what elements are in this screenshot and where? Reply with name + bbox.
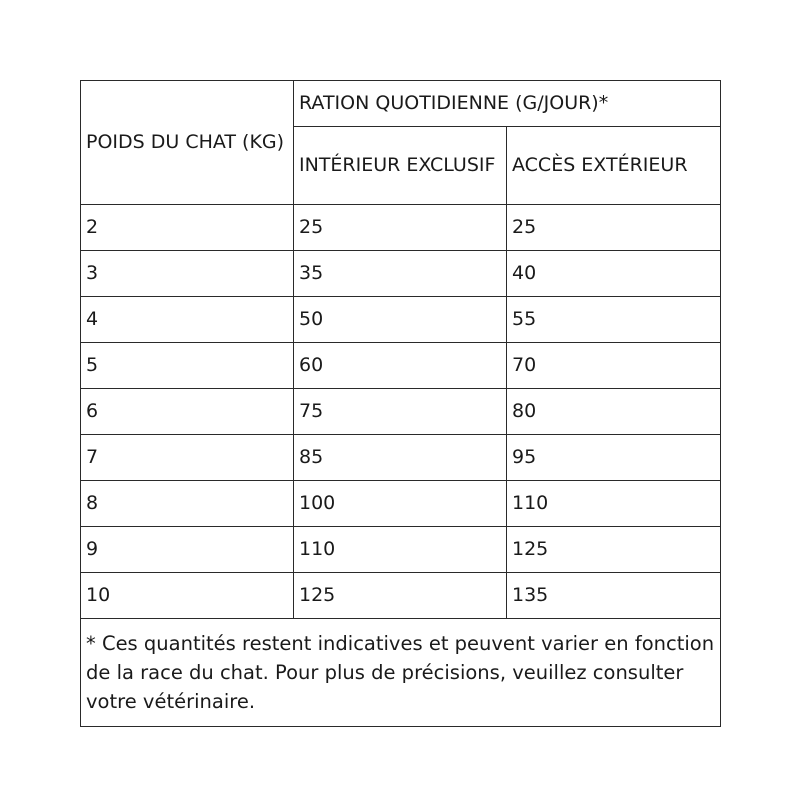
weight-cell: 8 bbox=[81, 481, 294, 527]
footnote-text: * Ces quantités restent indicatives et peuvent varier en fonction de la race du chat. Pour plus de précisions, veuillez consulter votre vétérinaire. bbox=[81, 619, 721, 727]
table-row bbox=[81, 435, 721, 481]
outdoor-ration-cell: 80 bbox=[507, 389, 721, 435]
outdoor-ration-cell: 55 bbox=[507, 297, 721, 343]
weight-cell: 9 bbox=[81, 527, 294, 573]
indoor-ration-cell: 50 bbox=[294, 297, 507, 343]
table-row bbox=[81, 251, 721, 297]
indoor-ration-cell: 35 bbox=[294, 251, 507, 297]
outdoor-column-header: ACCÈS EXTÉRIEUR bbox=[507, 127, 721, 205]
table-row bbox=[81, 297, 721, 343]
table-row bbox=[81, 389, 721, 435]
weight-cell: 4 bbox=[81, 297, 294, 343]
indoor-ration-cell: 85 bbox=[294, 435, 507, 481]
outdoor-ration-cell: 70 bbox=[507, 343, 721, 389]
indoor-ration-cell: 110 bbox=[294, 527, 507, 573]
indoor-ration-cell: 60 bbox=[294, 343, 507, 389]
outdoor-ration-cell: 40 bbox=[507, 251, 721, 297]
weight-cell: 7 bbox=[81, 435, 294, 481]
outdoor-ration-cell: 135 bbox=[507, 573, 721, 619]
table-row bbox=[81, 573, 721, 619]
weight-cell: 2 bbox=[81, 205, 294, 251]
weight-cell: 3 bbox=[81, 251, 294, 297]
indoor-ration-cell: 100 bbox=[294, 481, 507, 527]
weight-cell: 5 bbox=[81, 343, 294, 389]
header-row-top bbox=[81, 81, 721, 127]
outdoor-ration-cell: 25 bbox=[507, 205, 721, 251]
weight-cell: 6 bbox=[81, 389, 294, 435]
weight-column-header: POIDS DU CHAT (KG) bbox=[81, 81, 294, 205]
indoor-ration-cell: 25 bbox=[294, 205, 507, 251]
outdoor-ration-cell: 125 bbox=[507, 527, 721, 573]
indoor-ration-cell: 125 bbox=[294, 573, 507, 619]
table-row bbox=[81, 481, 721, 527]
ration-group-header: RATION QUOTIDIENNE (G/JOUR)* bbox=[294, 81, 721, 127]
table-row bbox=[81, 205, 721, 251]
table-body bbox=[81, 81, 721, 727]
table-row bbox=[81, 343, 721, 389]
footnote-row bbox=[81, 619, 721, 727]
weight-cell: 10 bbox=[81, 573, 294, 619]
cat-feeding-table bbox=[80, 80, 721, 727]
table-row bbox=[81, 527, 721, 573]
outdoor-ration-cell: 95 bbox=[507, 435, 721, 481]
outdoor-ration-cell: 110 bbox=[507, 481, 721, 527]
indoor-column-header: INTÉRIEUR EXCLUSIF bbox=[294, 127, 507, 205]
indoor-ration-cell: 75 bbox=[294, 389, 507, 435]
